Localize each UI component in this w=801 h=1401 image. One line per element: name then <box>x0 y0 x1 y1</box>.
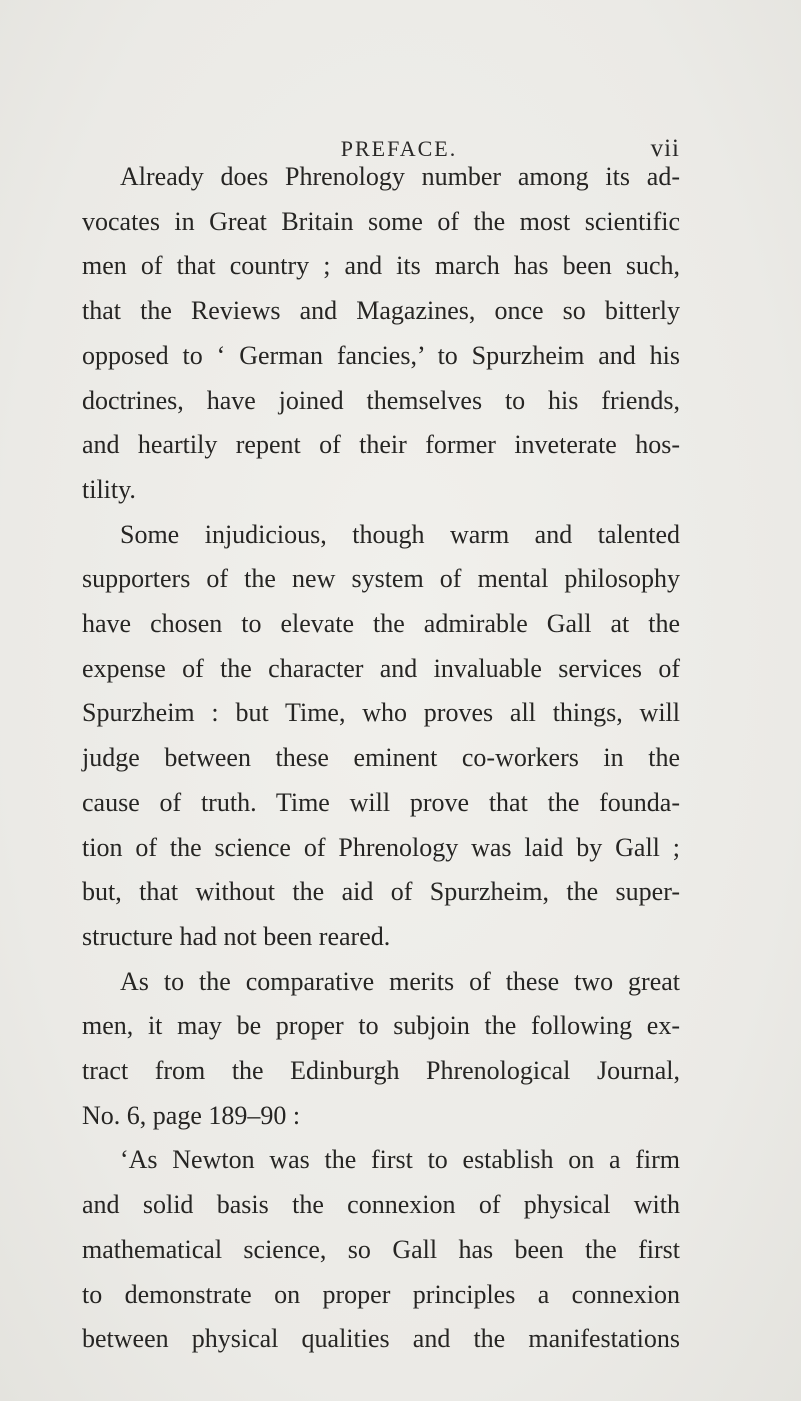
text-line: Some injudicious, though warm and talented <box>120 519 680 549</box>
text-line: but, that without the aid of Spurzheim, the super- <box>82 877 680 907</box>
text-line: to demonstrate on proper principles a connexion <box>82 1279 680 1309</box>
text-line: between physical qualities and the manifestations <box>82 1324 680 1354</box>
text-line: As to the comparative merits of these two great <box>120 966 680 996</box>
text-line: doctrines, have joined themselves to his friends, <box>82 385 680 415</box>
text-line: tract from the Edinburgh Phrenological Journal, <box>82 1056 680 1086</box>
text-line: opposed to ‘ German fancies,’ to Spurzheim and his <box>82 340 680 370</box>
text-line: expense of the character and invaluable services of <box>82 653 680 683</box>
text-line: and solid basis the connexion of physical with <box>82 1190 680 1220</box>
paragraph <box>82 155 680 513</box>
paragraph <box>82 960 680 1139</box>
running-title: PREFACE. <box>340 136 458 161</box>
text-line: men of that country ; and its march has been such, <box>82 251 680 281</box>
paragraph <box>82 513 680 960</box>
text-line: judge between these eminent co-workers in the <box>82 743 680 773</box>
page-number: vii <box>650 135 680 162</box>
text-line: tility. <box>82 474 136 504</box>
text-line: tion of the science of Phrenology was laid by Gall ; <box>82 832 680 862</box>
body-text <box>82 155 680 1362</box>
text-line: and heartily repent of their former inveterate hos- <box>82 430 680 460</box>
text-line: supporters of the new system of mental philosophy <box>82 564 680 594</box>
text-line: ‘As Newton was the first to establish on a firm <box>120 1145 680 1175</box>
text-line: mathematical science, so Gall has been the first <box>82 1234 680 1264</box>
text-line: Spurzheim : but Time, who proves all things, will <box>82 698 680 728</box>
text-line: structure had not been reared. <box>82 921 391 951</box>
text-line: cause of truth. Time will prove that the founda- <box>82 787 680 817</box>
text-line: men, it may be proper to subjoin the following ex- <box>82 1011 680 1041</box>
text-line: Already does Phrenology number among its ad- <box>120 162 680 191</box>
text-line: No. 6, page 189–90 : <box>82 1100 301 1130</box>
paragraph <box>82 1138 680 1362</box>
text-line: that the Reviews and Magazines, once so bitterly <box>82 296 680 326</box>
text-line: have chosen to elevate the admirable Gall at the <box>82 609 680 639</box>
text-line: vocates in Great Britain some of the most scientific <box>82 206 680 236</box>
